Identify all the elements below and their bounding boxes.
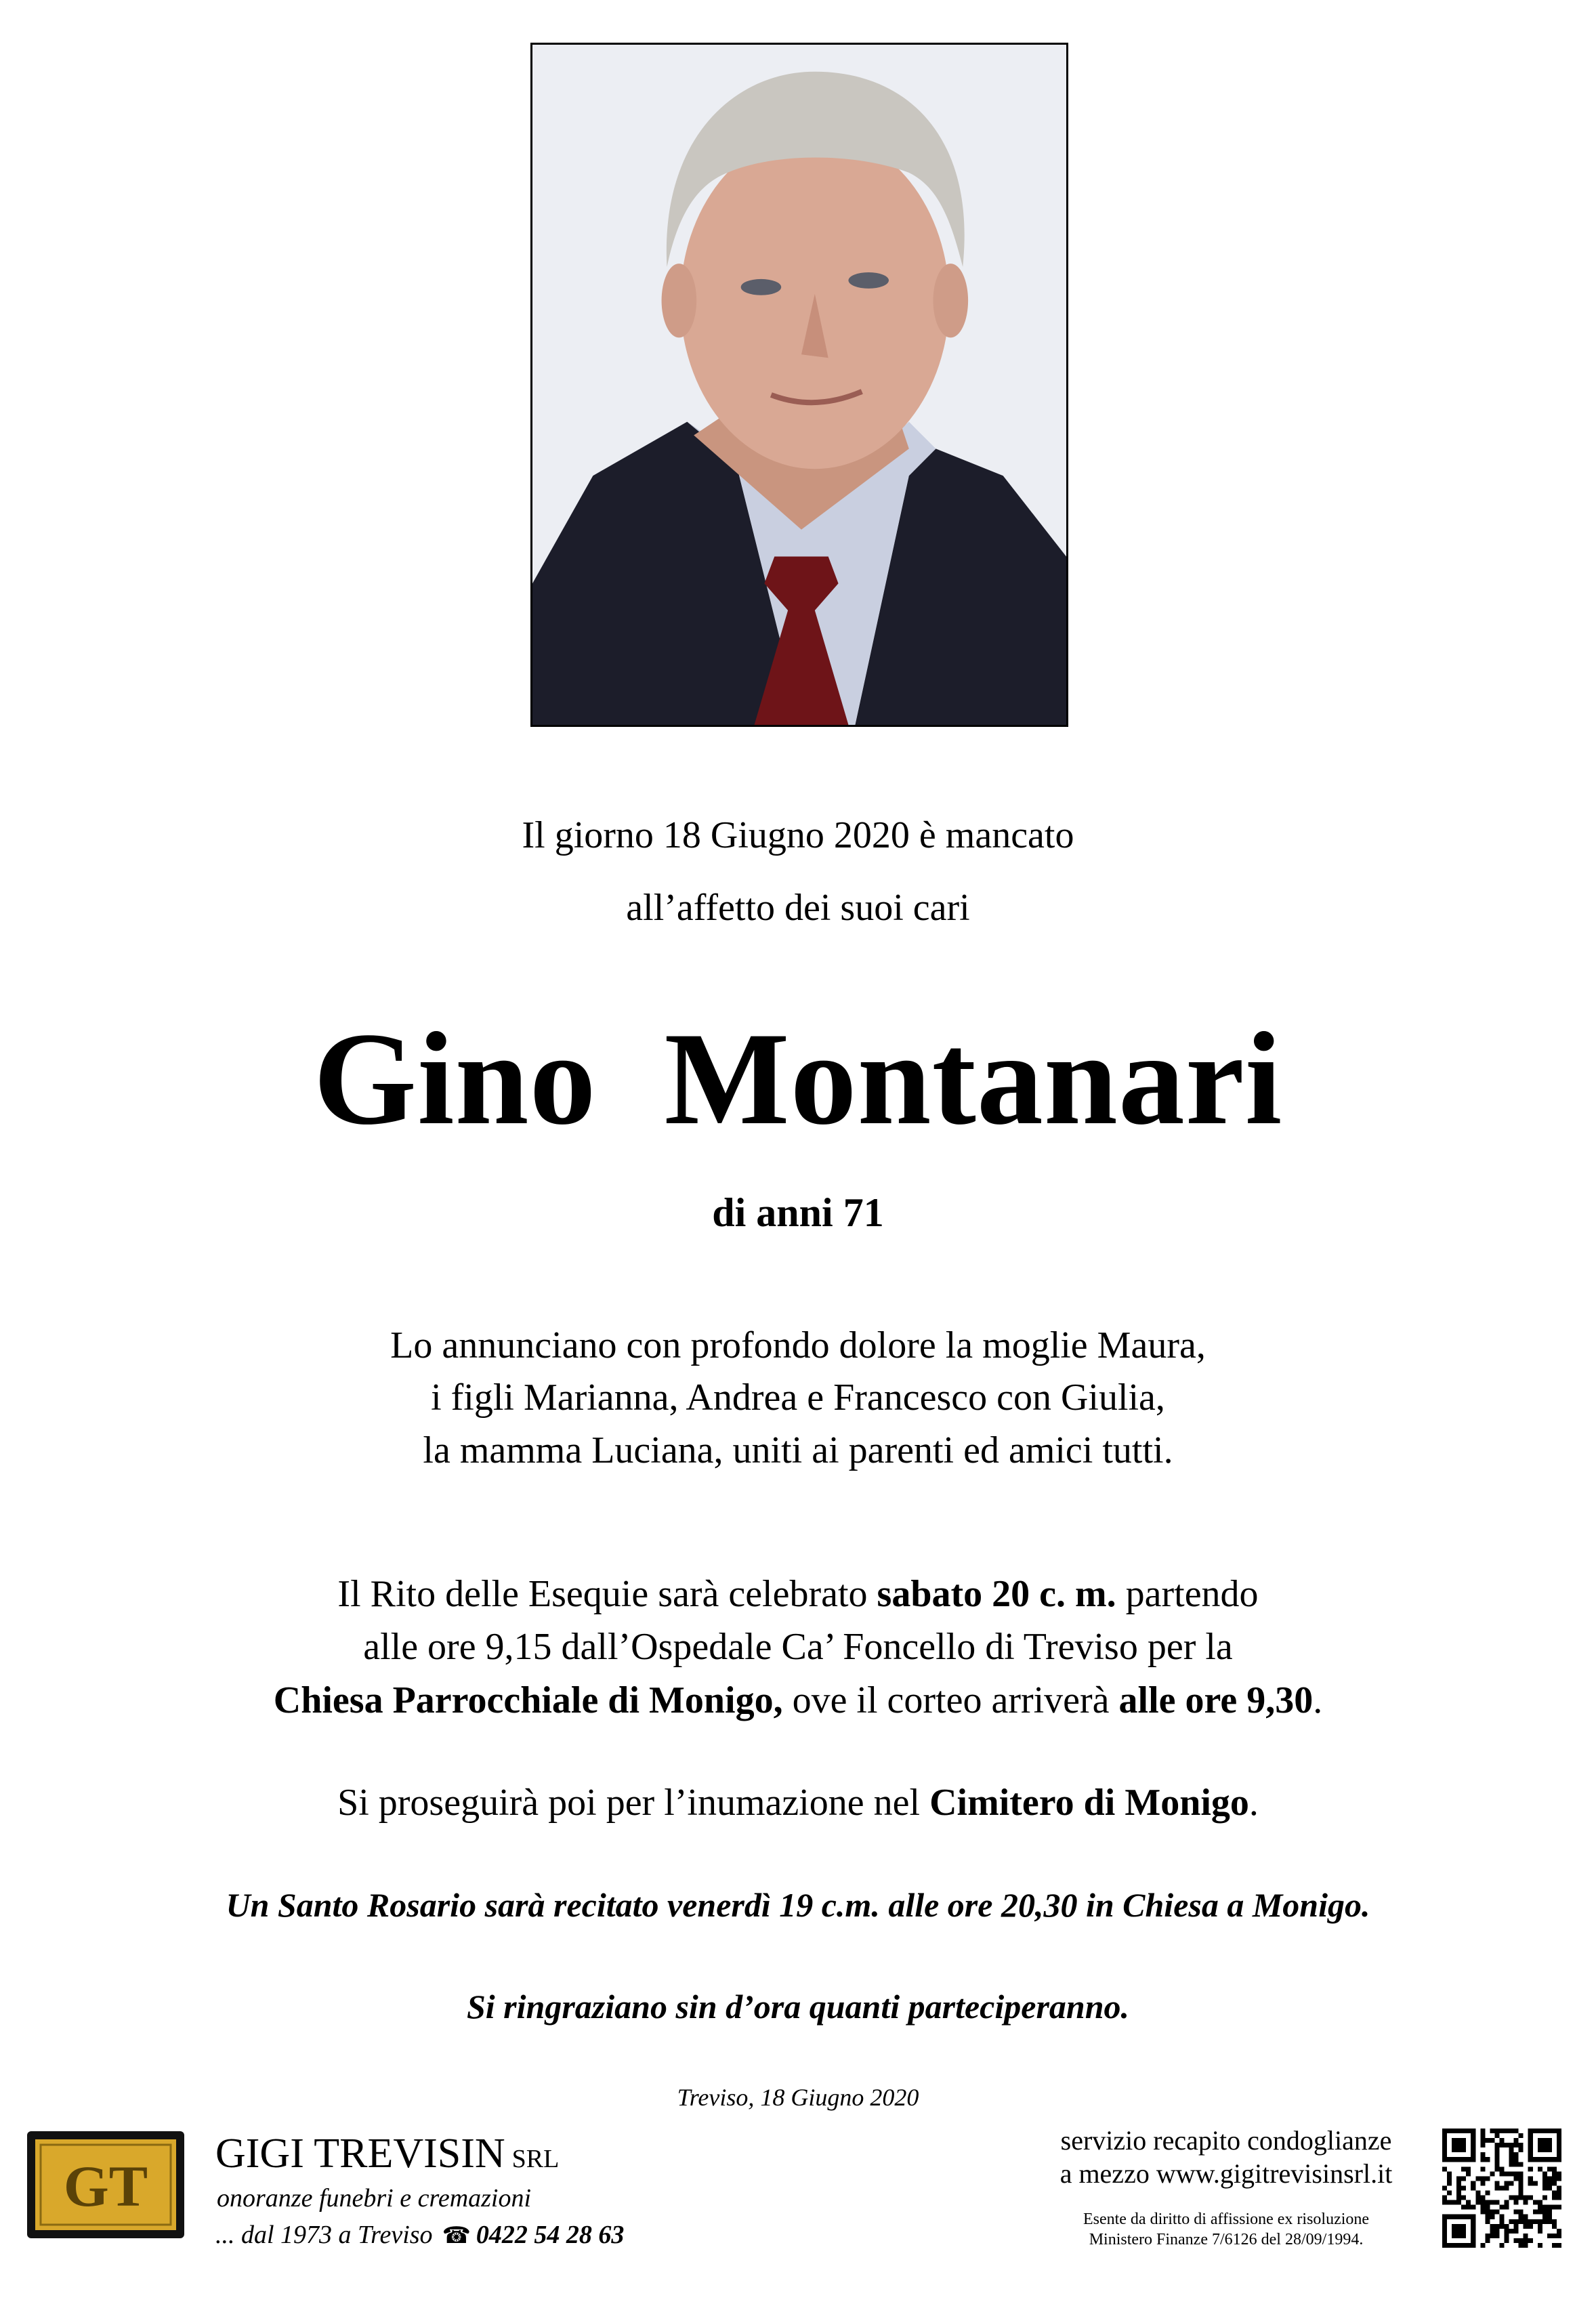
- company-logo: [27, 2131, 184, 2238]
- deceased-name: Gino Montanari: [313, 1005, 1283, 1152]
- funeral-line-2: alle ore 9,15 dall’Ospedale Ca’ Foncello di Treviso per la: [363, 1626, 1233, 1668]
- announcement-line-1: Lo annunciano con profondo dolore la moglie Maura,: [390, 1324, 1206, 1366]
- funeral-date: sabato 20 c. m.: [877, 1573, 1116, 1615]
- thanks-line: Si ringraziano sin d’ora quanti parteciperanno.: [466, 1988, 1130, 2026]
- service-line-2: a mezzo www.gigitrevisinsrl.it: [1059, 2158, 1393, 2189]
- church-name: Chiesa Parrocchiale di Monigo,: [273, 1679, 783, 1721]
- telephone-icon: ☎: [442, 2223, 471, 2248]
- company-suffix: SRL: [511, 2145, 560, 2173]
- funeral-line-3: Chiesa Parrocchiale di Monigo, ove il corteo arriverà alle ore 9,30.: [273, 1679, 1323, 1721]
- burial-line: Si proseguirà poi per l’inumazione nel Cimitero di Monigo.: [337, 1782, 1259, 1824]
- deceased-portrait: [530, 43, 1068, 727]
- company-tagline: onoranze funebri e cremazioni: [217, 2184, 532, 2213]
- qr-code[interactable]: [1442, 2129, 1561, 2248]
- exemption-line-1: Esente da diritto di affissione ex risoluzione: [1083, 2210, 1370, 2228]
- announcement-line-2: i figli Marianna, Andrea e Francesco con Giulia,: [431, 1377, 1165, 1419]
- funeral-line-1: Il Rito delle Esequie sarà celebrato sabato 20 c. m. partendo: [337, 1573, 1259, 1615]
- announcement-line-3: la mamma Luciana, uniti ai parenti ed amici tutti.: [423, 1429, 1173, 1471]
- deceased-age: di anni 71: [712, 1190, 884, 1235]
- service-line-1: servizio recapito condoglianze: [1060, 2125, 1392, 2156]
- cemetery-name: Cimitero di Monigo: [929, 1782, 1249, 1824]
- intro-line-2: all’affetto dei suoi cari: [626, 887, 970, 929]
- rosary-notice: Un Santo Rosario sarà recitato venerdì 19 c.m. alle ore 20,30 in Chiesa a Monigo.: [226, 1886, 1370, 1924]
- portrait-image: [532, 45, 1066, 725]
- exemption-line-2: Ministero Finanze 7/6126 del 28/09/1994.: [1089, 2231, 1364, 2248]
- company-phone: 0422 54 28 63: [476, 2221, 625, 2249]
- company-since: ... dal 1973 a Treviso ☎ 0422 54 28 63: [215, 2221, 625, 2249]
- company-name: GIGI TREVISIN SRL: [215, 2131, 560, 2177]
- place-date: Treviso, 18 Giugno 2020: [677, 2084, 919, 2111]
- logo-text: GT: [63, 2154, 148, 2219]
- intro-line-1: Il giorno 18 Giugno 2020 è mancato: [522, 814, 1074, 856]
- arrival-time: alle ore 9,30: [1118, 1679, 1314, 1721]
